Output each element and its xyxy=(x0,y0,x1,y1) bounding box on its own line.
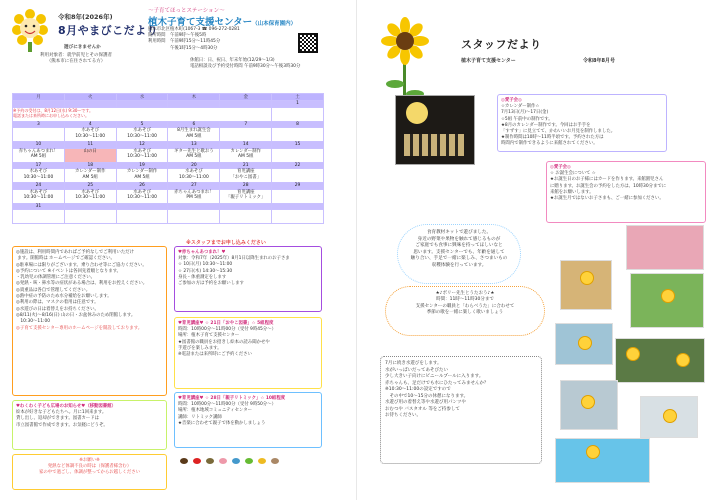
calendar-date: 28 xyxy=(220,183,272,190)
calendar-event: カレンダー制作 AM 5組 xyxy=(220,148,272,162)
calendar-event: 水あそび 10:30〜11:00 xyxy=(116,189,168,203)
baby-gathering-box xyxy=(174,246,322,312)
smiley-face-icon xyxy=(663,409,677,423)
smiley-face-icon xyxy=(578,336,592,350)
parenting-lecture-1-title: ♥育児講座♥ ☆ 21日「おやこ図書」☆ 5組程度 xyxy=(178,321,274,326)
child-photo-1 xyxy=(560,260,612,310)
parenting-lecture-2-box xyxy=(174,392,322,448)
calendar-craft-title: ◎愛子会◎ xyxy=(501,98,522,103)
closed-days: 休館日：日、祝日、年末年始(12/29〜1/3) 電話相談及び予約受付時間 午前9時30分〜午後3時30分 xyxy=(190,58,301,69)
birthday-party-box xyxy=(546,161,706,223)
birthday-party-title: ◎愛子会◎ xyxy=(550,165,571,170)
apply-notice: ※スタッフまでお申し込みください xyxy=(186,240,266,246)
calendar-event: 水あそび 10:30〜11:00 xyxy=(64,128,116,142)
calendar-event xyxy=(116,210,168,224)
calendar-event: 水あそび 10:30〜11:00 xyxy=(116,148,168,162)
calendar-event xyxy=(272,107,324,121)
smiley-face-icon xyxy=(676,353,690,367)
ladybug-icon xyxy=(193,458,201,464)
calendar-date: 1 xyxy=(272,101,324,108)
parenting-lecture-1-box xyxy=(174,317,322,389)
calendar-header-day: 月 xyxy=(13,94,65,101)
calendar-date: 27 xyxy=(168,183,220,190)
calendar-event xyxy=(13,210,65,224)
calendar-event: ギター先生と歌おう AM 5組 xyxy=(168,148,220,162)
calendar-event xyxy=(13,128,65,142)
smiley-face-icon xyxy=(581,395,595,409)
request-box xyxy=(12,454,167,490)
parenting-lecture-1-text: 時間：10時00分〜11時00分（受付 9時45分〜） 場所：植木子育て支援センター ★図書館の職員をお招きし絵本の読み聞かせや 手遊びを楽しみます。 ※電話または来所時にご予約ください xyxy=(178,327,276,358)
calendar-date: 8 xyxy=(272,121,324,128)
calendar-craft-text: ☆カレンダー制作☆ 7月13日(月)〜17日(金) ☆5組 午前中の制作です。 ★8月のカレンダー制作です。今回はお手手を 「すずす」に見立てて、かわいいお月見を制作しました。 ★制作時間は10時〜11時半頃です。予約された方は 時間内で制作できるように来館されてください。 xyxy=(501,104,616,147)
water-play-box: 7月に続き水遊びをします。 水がいっぱいだってあそびたい 少し大きい子向けにビニールプールに入ります。 赤ちゃんも、足だけでも水にひたってみませんか？ ※10:30〜11:00の設定ですので その中で10〜15分の休憩になります。 水遊び用の着替え等や水遊び用パンツや おむつや バスタオル 等をご持参して お待ちください。 xyxy=(380,356,542,464)
calendar-header-day: 火 xyxy=(64,94,116,101)
invitation-text: 遊びにきませんか xyxy=(64,45,101,50)
calendar-date: 12 xyxy=(116,142,168,149)
calendar-header-day: 土 xyxy=(272,94,324,101)
baby-gathering-text: 対象：令和7年（2025年）8月1日以降生まれのお子さま ☆ 10日(月) 10:30〜11:00 ☆ 27日(木) 14:30〜15:30 身長・体重測定をします ご参加の方は予約をお願いします xyxy=(178,256,290,287)
pool-photo xyxy=(555,438,650,483)
mobile-library-box xyxy=(12,400,167,450)
dragonfly-icon xyxy=(232,458,240,464)
left-page xyxy=(0,0,352,500)
calendar-event xyxy=(272,169,324,183)
usage-notes-box xyxy=(12,246,167,396)
target-users: 利用対象者：就学前児とその保護者 （熊本市に在住されてる方） xyxy=(40,53,112,64)
address-block: 熊本市北区植木町(1067-3 ☎ 096-272-0281 開所時間 午前9時〜午後5時 利用時間 午前9時15分〜11時45分 午後1時15分〜4時30分 xyxy=(148,27,240,51)
smiley-face-icon xyxy=(580,271,594,285)
calendar-date: 22 xyxy=(272,162,324,169)
calendar-date: 15 xyxy=(272,142,324,149)
calendar-event xyxy=(220,128,272,142)
center-name-text: 植木子育て支援センター xyxy=(148,17,253,28)
moon-craft-photo xyxy=(395,95,475,165)
calendar-date: 11 xyxy=(64,142,116,149)
calendar-event: 水あそび 10:30〜11:00 xyxy=(116,128,168,142)
birthday-party-text: ☆ お誕生会について ☆ ★お誕生日のお子様にはカードを作ります。来館園児さん に贈ります。お誕生会の予約をした方は、10時30分までに 来館をお願いします。 ★お誕生月ではないお子さまも、ご一緒に参加ください。 xyxy=(550,171,667,202)
calendar-event: 赤ちゃんあつまれ！ PM 5組 xyxy=(168,189,220,203)
staff-news-center: 植木子育て支援センター xyxy=(461,58,516,64)
calendar-date: 3 xyxy=(13,121,65,128)
event-calendar xyxy=(12,93,324,224)
calendar-event: 水あそび 10:30〜11:00 xyxy=(13,189,65,203)
page-divider xyxy=(356,0,357,500)
staff-news-date: 令和8年8月号 xyxy=(583,58,615,64)
calendar-date: 10 xyxy=(13,142,65,149)
calendar-event xyxy=(272,189,324,203)
reservation-note: ※予約の受付は、8月12日(水) 9:30〜です。 電話または来所時にお申し込みください。 xyxy=(13,107,272,121)
child-photo-5 xyxy=(560,380,618,430)
beetle-icon xyxy=(180,458,188,464)
snail-icon xyxy=(271,458,279,464)
butterfly-icon xyxy=(219,458,227,464)
calendar-date: 25 xyxy=(64,183,116,190)
parenting-lecture-2-text: 時間：10時00分〜11時00分（受付 9時50分〜） 場所：植木地域コミュニティセンター 講師：リトミック講師 ★音楽に合わせて親子で体を動かしましょう xyxy=(178,402,276,426)
calendar-date: 13 xyxy=(168,142,220,149)
calendar-event: カレンダー制作 AM 5組 xyxy=(64,169,116,183)
qr-code-icon xyxy=(298,33,318,53)
child-photo-6 xyxy=(640,396,698,438)
cicada-icon xyxy=(206,458,214,464)
calendar-event: 育児講座 「親子リトミック」 xyxy=(220,189,272,203)
caterpillar-icon xyxy=(245,458,253,464)
moon-icon xyxy=(406,102,428,124)
calendar-date: 29 xyxy=(272,183,324,190)
smiley-face-icon xyxy=(661,289,675,303)
calendar-event: 8月生まれ誕生会 AM 5組 xyxy=(168,128,220,142)
singing-event-box: ★♪ボリー先生とうたおう♪★ 時間：11時〜11時30分まで 支援センターの職員と「わらべうた」に合わせて 季節の歌を一緒に楽しく歌いましょう xyxy=(385,286,545,336)
calendar-craft-box xyxy=(497,94,667,152)
smiley-face-icon xyxy=(586,445,600,459)
calendar-date: 31 xyxy=(13,203,65,210)
calendar-date: 5 xyxy=(116,121,168,128)
child-photo-3 xyxy=(555,323,613,365)
calendar-event xyxy=(272,210,324,224)
calendar-date: 6 xyxy=(168,121,220,128)
calendar-date: 21 xyxy=(220,162,272,169)
issue-year: 令和8年(2026年) xyxy=(58,13,113,21)
calendar-date: 17 xyxy=(13,162,65,169)
bee-icon xyxy=(258,458,266,464)
calendar-date: 4 xyxy=(64,121,116,128)
calendar-event: カレンダー制作 AM 5組 xyxy=(116,169,168,183)
calendar-event xyxy=(64,210,116,224)
food-education-box: 食育教材キットで遊びました。 身近の野菜や果物を触れて感じるものが ご家庭でも食事に興味を持ってほしいなと 思います。支援センターでも、年齢を通して 触り合い、手足で一緒に楽しみ、さつまいもの 収穫体験を行っています。 xyxy=(397,224,521,284)
calendar-event: 育児講座 「おやこ図書」 xyxy=(220,169,272,183)
calendar-event: 水あそび 10:30〜11:00 xyxy=(13,169,65,183)
calendar-event xyxy=(168,210,220,224)
calendar-date: 18 xyxy=(64,162,116,169)
sunflower-character-icon xyxy=(12,8,48,52)
newsletter-title: 8月やまびこだより xyxy=(58,24,159,37)
baby-gathering-title: ♥赤ちゃんあつまれ！♥ xyxy=(178,250,226,255)
calendar-event xyxy=(272,128,324,142)
center-sub: （山本保育園内） xyxy=(252,21,297,27)
parenting-lecture-2-title: ♥育児講座♥ ☆ 28日「親子リトミック」☆ 10組程度 xyxy=(178,396,286,401)
calendar-header-day: 木 xyxy=(168,94,220,101)
homepage-notice: ◎子育て支援センター専用のホームページを開設しております。 xyxy=(16,325,143,331)
child-photo-4 xyxy=(615,338,705,383)
craft-hands-image xyxy=(404,134,464,156)
calendar-date: 24 xyxy=(13,183,65,190)
calendar-date: 20 xyxy=(168,162,220,169)
insect-illustrations xyxy=(180,455,320,467)
calendar-date: 26 xyxy=(116,183,168,190)
mobile-library-title: ♥わくわく子ども広場のお知らせ♥（移動図書館） xyxy=(16,404,116,409)
calendar-date: 7 xyxy=(220,121,272,128)
calendar-header-day: 金 xyxy=(220,94,272,101)
calendar-event xyxy=(272,148,324,162)
calendar-date: 14 xyxy=(220,142,272,149)
smiley-face-icon xyxy=(626,347,640,361)
request-title: ※お願い※ xyxy=(79,458,100,463)
calendar-header-day: 水 xyxy=(116,94,168,101)
usage-notes-text: ◎施設は、利用時間内であればご予約なしでご利用いただけ ます。開館時は ホームページでご確認ください。 ◎駐車場には限りがございます。乗り合わせ等にご協力ください。 ◎予約について ※イベントは各回先着順となります。 ・乳幼児の体調管理にご注意ください。 ◎発熱・咳・鼻水等の症状がある場合は、利用をお控えください。 ◎貴重品は各自で管理してください。 ◎熱中症の予防のため水分補給をお願いします。 ◎利用の際は、マスクの着用は任意です。 ◎水遊びの日は着替えをお持ちください。 ◎8/11(火)〜8/16(日) 山の日・お盆休みのため閉館します。 10:30〜11:00 xyxy=(16,250,148,325)
child-photo-2 xyxy=(630,273,704,328)
mobile-library-text: 絵本が好きな子どもたちへ。月に1回来ます。 貸し出し、返却ができます。図書カードは 市立図書館で作成できます。お気軽にどうぞ。 xyxy=(16,410,108,428)
calendar-event: 水あそび 10:30〜11:00 xyxy=(64,189,116,203)
calendar-date: 19 xyxy=(116,162,168,169)
station-subtitle: 〜子育てほっとステーション〜 xyxy=(148,8,225,14)
calendar-event: 山の日 xyxy=(64,148,116,162)
calendar-event xyxy=(220,210,272,224)
calendar-event: 赤ちゃんあつまれ！ AM 5組 xyxy=(13,148,65,162)
calendar-event: 水あそび 10:30〜11:00 xyxy=(168,169,220,183)
playroom-photo xyxy=(626,225,704,270)
center-name xyxy=(148,14,296,28)
request-text: 発熱など体調不良の時は（保護者様含む） 家の中で過ごし、体調が整ってからお越しください xyxy=(39,464,140,476)
staff-news-title: スタッフだより xyxy=(461,38,542,51)
